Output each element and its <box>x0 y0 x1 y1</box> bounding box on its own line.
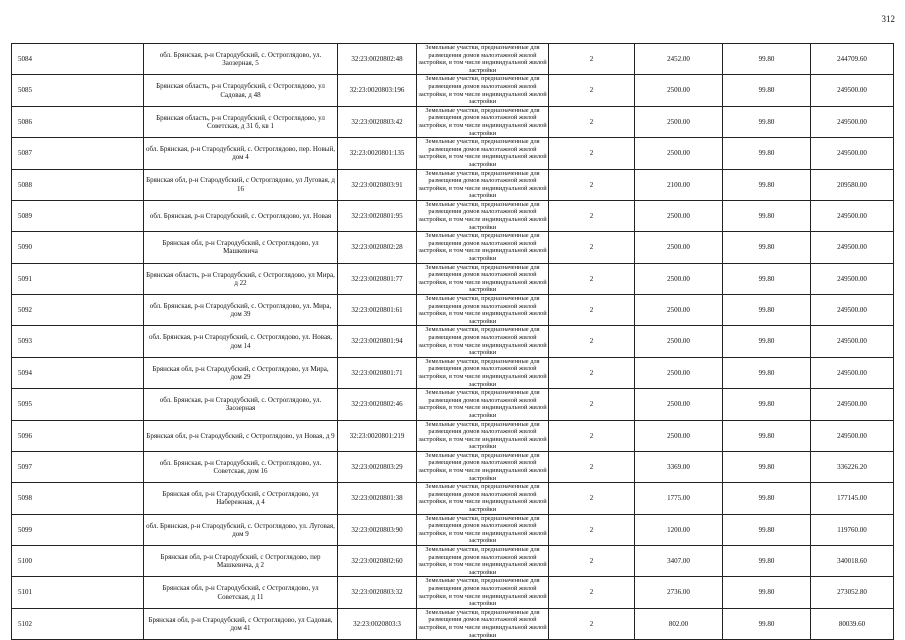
address-cell: Брянская область, р-н Стародубский, с Остроглядово, ул Мира, д 22 <box>144 263 338 294</box>
cadastral-value-cell: 273052.80 <box>811 577 894 608</box>
table-row <box>12 451 894 482</box>
group-cell: 2 <box>549 169 635 200</box>
cadastral-value-cell: 249500.00 <box>811 106 894 137</box>
area-cell: 2100.00 <box>635 169 723 200</box>
address-cell: обл. Брянская, р-н Стародубский, с. Остроглядово, ул. Заозерная, 5 <box>144 44 338 75</box>
specific-value-cell: 99.80 <box>723 138 811 169</box>
group-cell: 2 <box>549 75 635 106</box>
group-cell: 2 <box>549 451 635 482</box>
area-cell: 2500.00 <box>635 138 723 169</box>
address-cell: Брянская область, р-н Стародубский, с Остроглядово, ул Советская, д 31 б, кв 1 <box>144 106 338 137</box>
cadastral-value-cell: 249500.00 <box>811 138 894 169</box>
address-cell: обл. Брянская, р-н Стародубский, с. Остроглядово, ул. Мира, дом 39 <box>144 295 338 326</box>
address-cell: обл. Брянская, р-н Стародубский, с. Остроглядово, пер. Новый, дом 4 <box>144 138 338 169</box>
group-cell: 2 <box>549 389 635 420</box>
table-row <box>12 546 894 577</box>
cadastral-value-cell: 249500.00 <box>811 389 894 420</box>
cadastral-number-cell: 32:23:0020803:3 <box>338 608 417 639</box>
area-cell: 1200.00 <box>635 514 723 545</box>
specific-value-cell: 99.80 <box>723 577 811 608</box>
area-cell: 3407.00 <box>635 546 723 577</box>
permitted-use-cell: Земельные участки, предназначенные для размещения домов малоэтажной жилой застройки, в том числе индивидуальной жилой застройки <box>418 483 547 514</box>
cadastral-value-cell: 209580.00 <box>811 169 894 200</box>
address-cell: Брянская обл, р-н Стародубский, с Остроглядово, пер Машкевича, д 2 <box>144 546 338 577</box>
row-number-cell: 5102 <box>12 608 144 639</box>
row-number-cell: 5094 <box>12 357 144 388</box>
cadastral-number-cell: 32:23:0020801:219 <box>338 420 417 451</box>
permitted-use-cell: Земельные участки, предназначенные для размещения домов малоэтажной жилой застройки, в том числе индивидуальной жилой застройки <box>418 389 547 419</box>
cadastral-number-cell: 32:23:0020802:60 <box>338 546 417 577</box>
specific-value-cell: 99.80 <box>723 200 811 231</box>
cadastral-value-cell: 336226.20 <box>811 451 894 482</box>
table-row <box>12 232 894 263</box>
table-row <box>12 514 894 545</box>
cadastral-number-cell: 32:23:0020801:38 <box>338 483 417 514</box>
address-cell: Брянская обл, р-н Стародубский, с Остроглядово, ул Садовая, дом 41 <box>144 608 338 639</box>
area-cell: 2500.00 <box>635 263 723 294</box>
permitted-use-cell: Земельные участки, предназначенные для размещения домов малоэтажной жилой застройки, в том числе индивидуальной жилой застройки <box>418 138 547 168</box>
group-cell: 2 <box>549 326 635 357</box>
address-cell: Брянская обл, р-н Стародубский, с Остроглядово, ул Мира, дом 29 <box>144 357 338 388</box>
area-cell: 2500.00 <box>635 200 723 231</box>
row-number-cell: 5090 <box>12 232 144 263</box>
permitted-use-cell: Земельные участки, предназначенные для размещения домов малоэтажной жилой застройки, в том числе индивидуальной жилой застройки <box>418 420 547 451</box>
group-cell: 2 <box>549 200 635 231</box>
address-cell: обл. Брянская, р-н Стародубский, с. Остроглядово, ул. Новая, дом 14 <box>144 326 338 357</box>
table-row <box>12 389 894 420</box>
table-row <box>12 357 894 388</box>
permitted-use-cell: Земельные участки, предназначенные для размещения домов малоэтажной жилой застройки, в том числе индивидуальной жилой застройки <box>418 169 547 200</box>
table-row <box>12 200 894 231</box>
row-number-cell: 5100 <box>12 546 144 577</box>
table-body <box>12 44 894 640</box>
specific-value-cell: 99.80 <box>723 295 811 326</box>
cadastral-value-cell: 119760.00 <box>811 514 894 545</box>
specific-value-cell: 99.80 <box>723 546 811 577</box>
permitted-use-cell: Земельные участки, предназначенные для размещения домов малоэтажной жилой застройки, в том числе индивидуальной жилой застройки <box>418 75 547 106</box>
specific-value-cell: 99.80 <box>723 169 811 200</box>
address-cell: обл. Брянская, р-н Стародубский, с. Остроглядово, ул. Заозерная <box>144 389 338 420</box>
cadastral-value-cell: 249500.00 <box>811 357 894 388</box>
table-row <box>12 577 894 608</box>
specific-value-cell: 99.80 <box>723 263 811 294</box>
table-row <box>12 326 894 357</box>
specific-value-cell: 99.80 <box>723 75 811 106</box>
cadastral-number-cell: 32:23:0020801:71 <box>338 357 417 388</box>
group-cell: 2 <box>549 232 635 263</box>
address-cell: Брянская обл, р-н Стародубский, с Остроглядово, ул Набережная, д 4 <box>144 483 338 514</box>
group-cell: 2 <box>549 514 635 545</box>
cadastral-number-cell: 32:23:0020803:32 <box>338 577 417 608</box>
address-cell: обл. Брянская, р-н Стародубский, с. Остроглядово, ул. Луговая, дом 9 <box>144 514 338 545</box>
specific-value-cell: 99.80 <box>723 232 811 263</box>
permitted-use-cell: Земельные участки, предназначенные для размещения домов малоэтажной жилой застройки, в том числе индивидуальной жилой застройки <box>418 577 547 608</box>
specific-value-cell: 99.80 <box>723 420 811 451</box>
area-cell: 2736.00 <box>635 577 723 608</box>
address-cell: обл. Брянская, р-н Стародубский, с. Остроглядово, ул. Новая <box>144 200 338 231</box>
group-cell: 2 <box>549 44 635 75</box>
cadastral-number-cell: 32:23:0020803:29 <box>338 451 417 482</box>
specific-value-cell: 99.80 <box>723 483 811 514</box>
row-number-cell: 5101 <box>12 577 144 608</box>
row-number-cell: 5096 <box>12 420 144 451</box>
specific-value-cell: 99.80 <box>723 326 811 357</box>
cadastral-value-cell: 249500.00 <box>811 420 894 451</box>
specific-value-cell: 99.80 <box>723 451 811 482</box>
table-row <box>12 608 894 639</box>
cadastral-value-cell: 177145.00 <box>811 483 894 514</box>
table-row <box>12 106 894 137</box>
cadastral-value-cell: 340018.60 <box>811 546 894 577</box>
group-cell: 2 <box>549 608 635 639</box>
cadastral-value-cell: 244709.60 <box>811 44 894 75</box>
row-number-cell: 5086 <box>12 106 144 137</box>
permitted-use-cell: Земельные участки, предназначенные для размещения домов малоэтажной жилой застройки, в том числе индивидуальной жилой застройки <box>418 263 547 294</box>
row-number-cell: 5088 <box>12 169 144 200</box>
table-row <box>12 263 894 294</box>
specific-value-cell: 99.80 <box>723 357 811 388</box>
cadastral-number-cell: 32:23:0020803:91 <box>338 169 417 200</box>
address-cell: Брянская обл, р-н Стародубский, с Остроглядово, ул Новая, д 9 <box>144 420 338 451</box>
specific-value-cell: 99.80 <box>723 389 811 420</box>
row-number-cell: 5093 <box>12 326 144 357</box>
permitted-use-cell: Земельные участки, предназначенные для размещения домов малоэтажной жилой застройки, в том числе индивидуальной жилой застройки <box>418 357 547 388</box>
permitted-use-cell: Земельные участки, предназначенные для размещения домов малоэтажной жилой застройки, в том числе индивидуальной жилой застройки <box>418 326 547 357</box>
cadastral-number-cell: 32:23:0020802:28 <box>338 232 417 263</box>
row-number-cell: 5098 <box>12 483 144 514</box>
cadastral-number-cell: 32:23:0020801:95 <box>338 200 417 231</box>
cadastral-value-cell: 249500.00 <box>811 295 894 326</box>
area-cell: 2500.00 <box>635 326 723 357</box>
area-cell: 2500.00 <box>635 106 723 137</box>
cadastral-value-cell: 249500.00 <box>811 263 894 294</box>
cadastral-number-cell: 32:23:0020801:77 <box>338 263 417 294</box>
specific-value-cell: 99.80 <box>723 106 811 137</box>
area-cell: 2500.00 <box>635 389 723 420</box>
table-row <box>12 75 894 106</box>
permitted-use-cell: Земельные участки, предназначенные для размещения домов малоэтажной жилой застройки, в том числе индивидуальной жилой застройки <box>418 451 547 482</box>
group-cell: 2 <box>549 577 635 608</box>
area-cell: 2500.00 <box>635 295 723 326</box>
row-number-cell: 5089 <box>12 200 144 231</box>
cadastral-number-cell: 32:23:0020803:42 <box>338 106 417 137</box>
address-cell: Брянская обл, р-н Стародубский, с Остроглядово, ул Советская, д 11 <box>144 577 338 608</box>
specific-value-cell: 99.80 <box>723 514 811 545</box>
specific-value-cell: 99.80 <box>723 608 811 639</box>
cadastral-number-cell: 32:23:0020803:196 <box>338 75 417 106</box>
permitted-use-cell: Земельные участки, предназначенные для размещения домов малоэтажной жилой застройки, в том числе индивидуальной жилой застройки <box>418 546 547 576</box>
table-row <box>12 483 894 514</box>
page-number: 312 <box>881 14 895 24</box>
row-number-cell: 5087 <box>12 138 144 169</box>
table-row <box>12 295 894 326</box>
table-row <box>12 420 894 451</box>
permitted-use-cell: Земельные участки, предназначенные для размещения домов малоэтажной жилой застройки, в том числе индивидуальной жилой застройки <box>418 608 547 639</box>
address-cell: обл. Брянская, р-н Стародубский, с. Остроглядово, ул. Советская, дом 16 <box>144 451 338 482</box>
cadastral-value-cell: 249500.00 <box>811 200 894 231</box>
area-cell: 2500.00 <box>635 357 723 388</box>
area-cell: 2500.00 <box>635 232 723 263</box>
cadastral-number-cell: 32:23:0020802:46 <box>338 389 417 420</box>
permitted-use-cell: Земельные участки, предназначенные для размещения домов малоэтажной жилой застройки, в том числе индивидуальной жилой застройки <box>418 44 547 74</box>
cadastral-number-cell: 32:23:0020801:94 <box>338 326 417 357</box>
cadastral-number-cell: 32:23:0020802:48 <box>338 44 417 75</box>
table-row <box>12 169 894 200</box>
cadastral-number-cell: 32:23:0020803:90 <box>338 514 417 545</box>
table-row <box>12 44 894 75</box>
group-cell: 2 <box>549 138 635 169</box>
cadastral-value-cell: 80039.60 <box>811 608 894 639</box>
row-number-cell: 5091 <box>12 263 144 294</box>
table-row <box>12 138 894 169</box>
permitted-use-cell: Земельные участки, предназначенные для размещения домов малоэтажной жилой застройки, в том числе индивидуальной жилой застройки <box>418 106 547 137</box>
group-cell: 2 <box>549 420 635 451</box>
area-cell: 3369.00 <box>635 451 723 482</box>
permitted-use-cell: Земельные участки, предназначенные для размещения домов малоэтажной жилой застройки, в том числе индивидуальной жилой застройки <box>418 514 547 545</box>
area-cell: 1775.00 <box>635 483 723 514</box>
cadastral-value-cell: 249500.00 <box>811 75 894 106</box>
cadastral-value-cell: 249500.00 <box>811 232 894 263</box>
permitted-use-cell: Земельные участки, предназначенные для размещения домов малоэтажной жилой застройки, в том числе индивидуальной жилой застройки <box>418 295 547 325</box>
area-cell: 2500.00 <box>635 75 723 106</box>
area-cell: 802.00 <box>635 608 723 639</box>
group-cell: 2 <box>549 546 635 577</box>
cadastral-number-cell: 32:23:0020801:135 <box>338 138 417 169</box>
permitted-use-cell: Земельные участки, предназначенные для размещения домов малоэтажной жилой застройки, в том числе индивидуальной жилой застройки <box>418 200 547 231</box>
specific-value-cell: 99.80 <box>723 44 811 75</box>
row-number-cell: 5097 <box>12 451 144 482</box>
group-cell: 2 <box>549 295 635 326</box>
cadastral-number-cell: 32:23:0020801:61 <box>338 295 417 326</box>
row-number-cell: 5092 <box>12 295 144 326</box>
area-cell: 2500.00 <box>635 420 723 451</box>
address-cell: Брянская обл, р-н Стародубский, с Остроглядово, ул Машкевича <box>144 232 338 263</box>
permitted-use-cell: Земельные участки, предназначенные для размещения домов малоэтажной жилой застройки, в том числе индивидуальной жилой застройки <box>418 232 547 263</box>
cadastral-value-cell: 249500.00 <box>811 326 894 357</box>
cadastral-value-table <box>11 43 894 640</box>
row-number-cell: 5099 <box>12 514 144 545</box>
group-cell: 2 <box>549 106 635 137</box>
row-number-cell: 5084 <box>12 44 144 75</box>
address-cell: Брянская область, р-н Стародубский, с Остроглядово, ул Садовая, д 48 <box>144 75 338 106</box>
area-cell: 2452.00 <box>635 44 723 75</box>
group-cell: 2 <box>549 357 635 388</box>
row-number-cell: 5085 <box>12 75 144 106</box>
group-cell: 2 <box>549 483 635 514</box>
group-cell: 2 <box>549 263 635 294</box>
address-cell: Брянская обл, р-н Стародубский, с Остроглядово, ул Луговая, д 16 <box>144 169 338 200</box>
row-number-cell: 5095 <box>12 389 144 420</box>
